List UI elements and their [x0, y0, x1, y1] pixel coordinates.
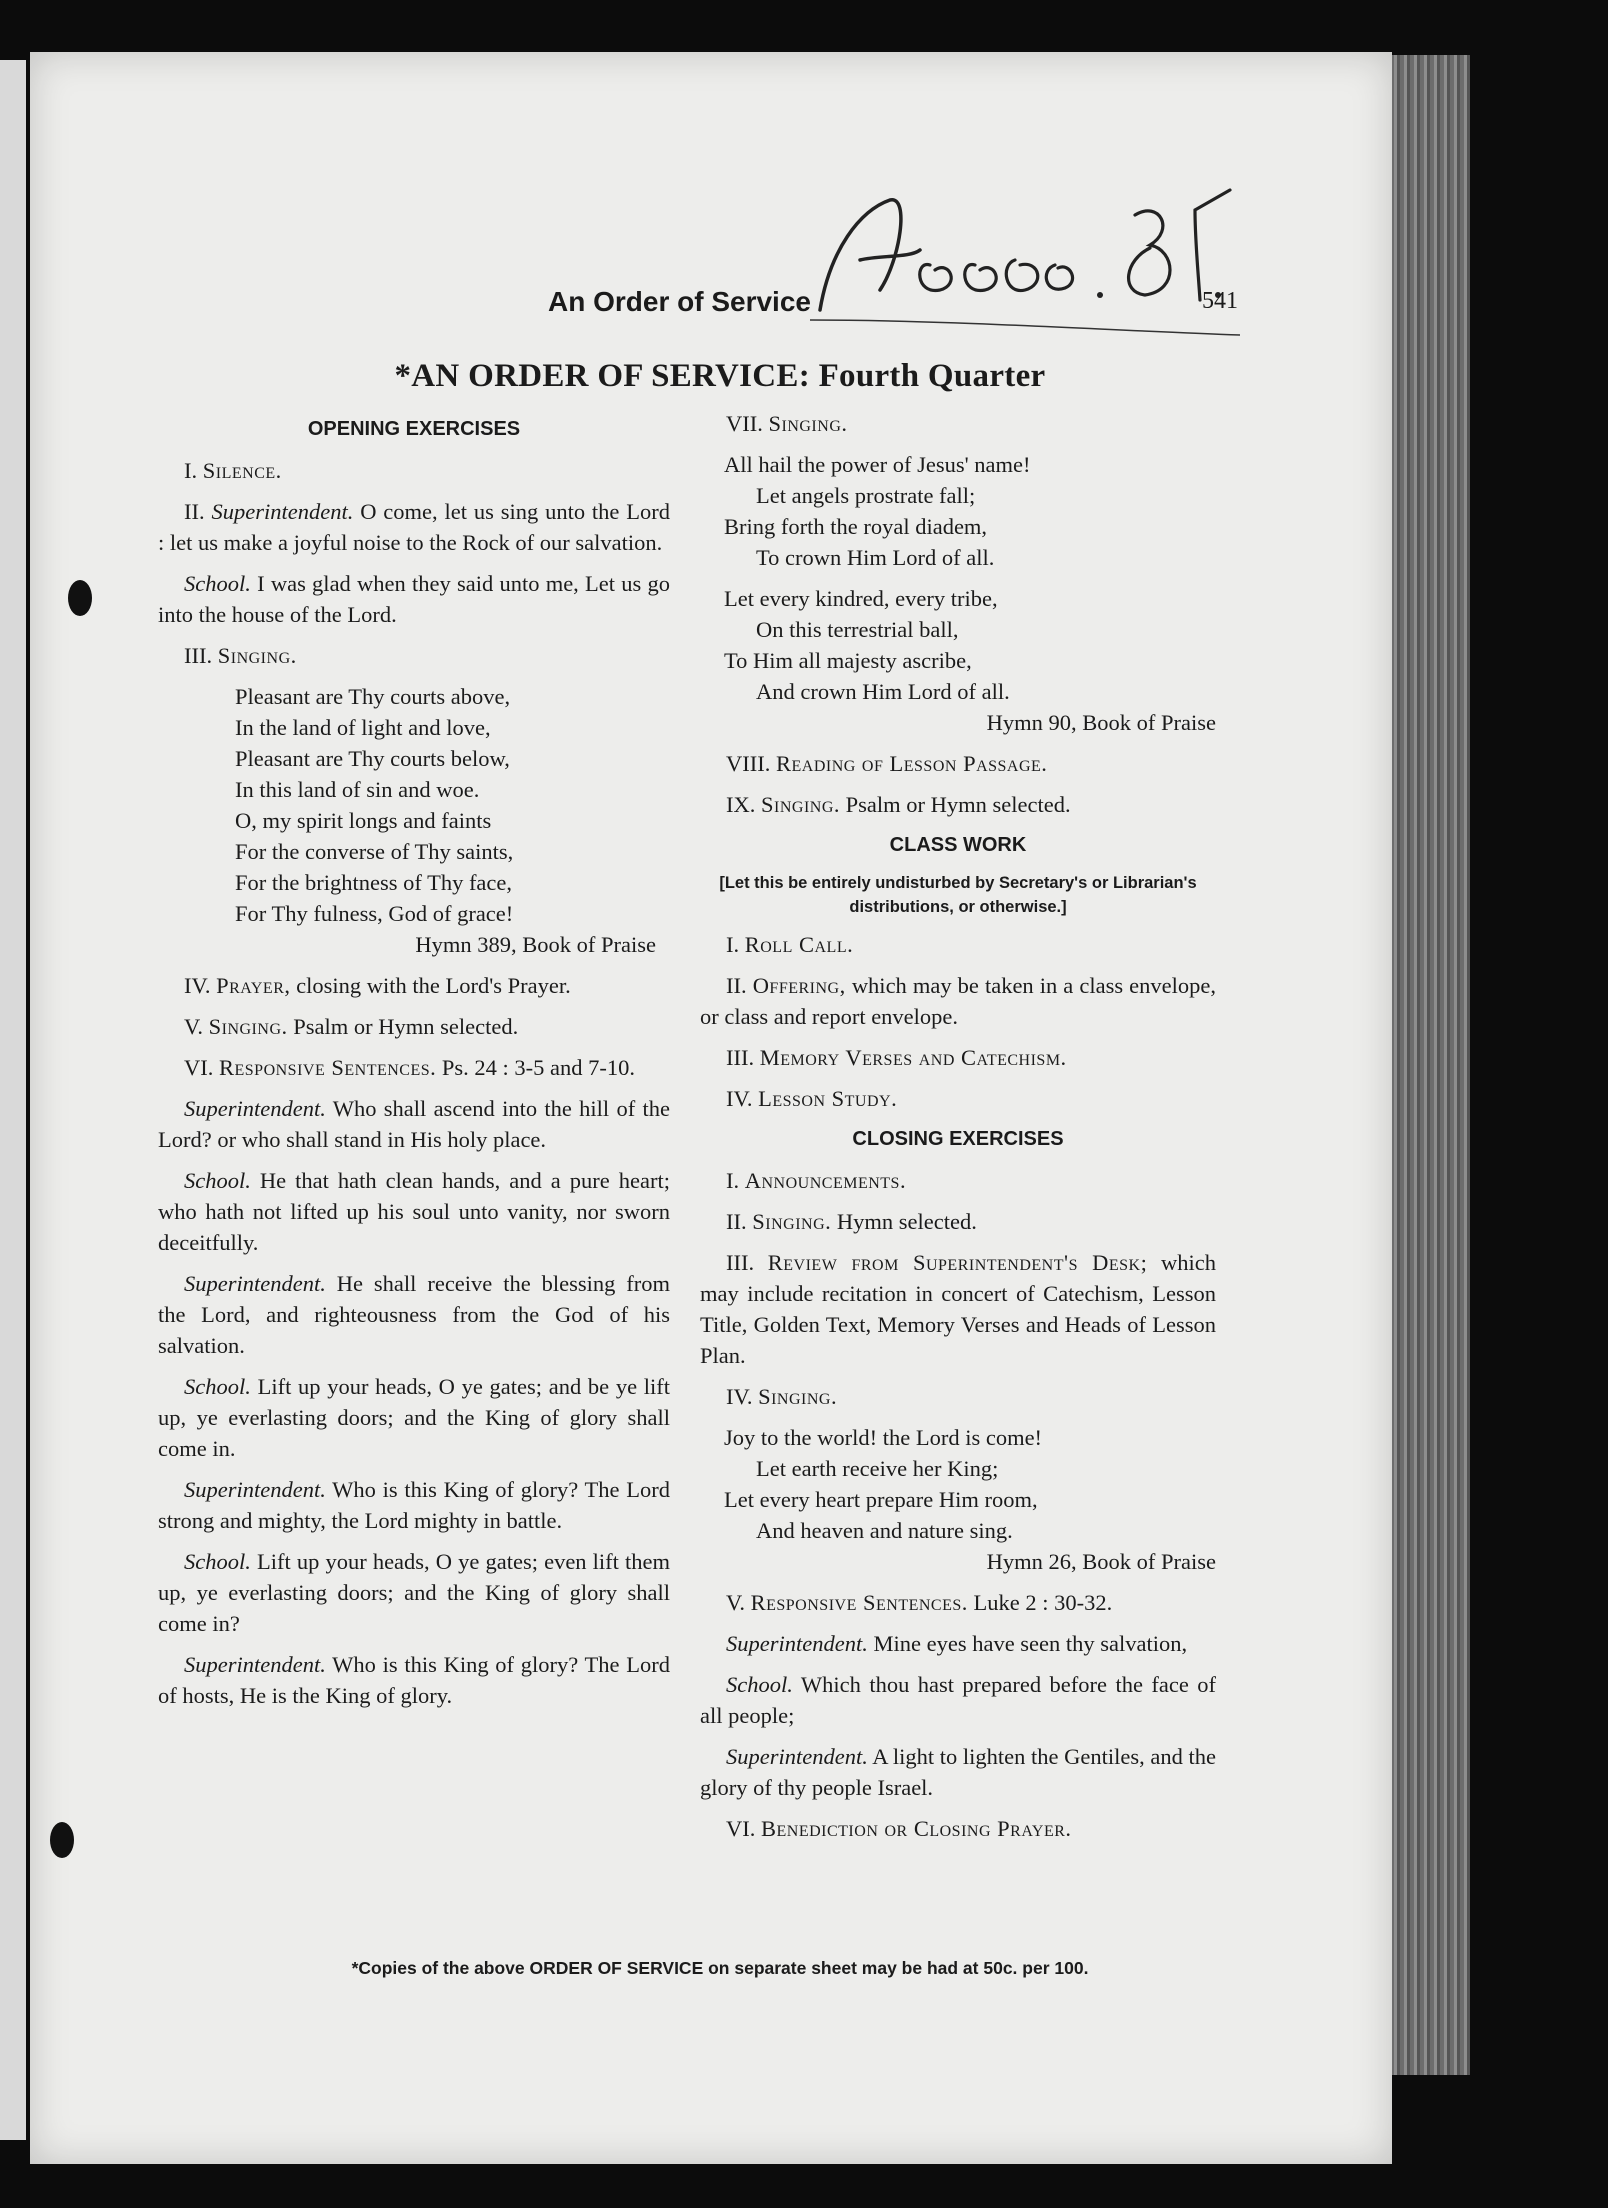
item-school-response: School. I was glad when they said unto me, Let us go into the house of the Lord. [158, 571, 670, 627]
item-announcements: I. Announcements. [726, 1168, 907, 1193]
right-column [700, 408, 1216, 1854]
page-number: 541 [1202, 288, 1238, 314]
item-prayer: IV. Prayer, closing with the Lord's Prayer. [184, 973, 571, 998]
opening-heading: OPENING EXERCISES [307, 418, 521, 440]
response-line: Superintendent. A light to lighten the Gentiles, and the glory of thy people Israel. [700, 1744, 1216, 1800]
response-line: Superintendent. Who is this King of glory? The Lord strong and mighty, the Lord mighty in battle. [158, 1477, 670, 1533]
binding-hole-top [68, 580, 92, 616]
binding-hole-bottom [50, 1822, 74, 1858]
item-silence: I. Silence. [184, 458, 282, 483]
item-singing-hymn: II. Singing. Hymn selected. [726, 1209, 977, 1234]
response-line: Superintendent. Who is this King of glory? The Lord of hosts, He is the King of glory. [158, 1652, 670, 1708]
footnote: *Copies of the above ORDER OF SERVICE on separate sheet may be had at 50c. per 100. [351, 1958, 1089, 1978]
page-title: *AN ORDER OF SERVICE: Fourth Quarter [394, 358, 1046, 394]
response-line: School. He that hath clean hands, and a pure heart; who hath not lifted up his soul unto vanity, nor sworn deceitfully. [158, 1168, 671, 1255]
item-benediction: VI. Benediction or Closing Prayer. [726, 1816, 1072, 1841]
response-line: School. Which thou hast prepared before the face of all people; [700, 1672, 1216, 1728]
item-singing-iv: IV. Singing. [726, 1384, 838, 1409]
hymn-26-ref: Hymn 26, Book of Praise [986, 1549, 1216, 1574]
item-lesson-study: IV. Lesson Study. [726, 1086, 898, 1111]
item-memory-verses: III. Memory Verses and Catechism. [726, 1045, 1067, 1070]
item-reading: VIII. Reading of Lesson Passage. [726, 751, 1048, 776]
hymn-26-verse: Joy to the world! the Lord is come! Let earth receive her King; Let every heart prepare Him room, And heaven and nature sing. Hymn 26, Book of Praise [700, 1422, 1216, 1577]
item-offering: II. Offering, which may be taken in a class envelope, or class and report envelope. [700, 973, 1216, 1029]
item-roll-call: I. Roll Call. [726, 932, 854, 957]
hymn-90-ref: Hymn 90, Book of Praise [986, 710, 1216, 735]
response-line: Superintendent. Mine eyes have seen thy salvation, [726, 1631, 1188, 1656]
item-superintendent-call: II. Superintendent. O come, let us sing unto the Lord : let us make a joyful noise to the Rock of our salvation. [158, 499, 671, 555]
adjacent-page-edge [0, 60, 26, 2140]
closing-heading: CLOSING EXERCISES [852, 1128, 1064, 1150]
left-column [158, 408, 670, 1721]
class-work-note: [Let this be entirely undisturbed by Secretary's or Librarian's distributions, or otherwise.] [719, 874, 1197, 916]
item-singing-psalm: V. Singing. Psalm or Hymn selected. [184, 1014, 519, 1039]
response-line: Superintendent. Who shall ascend into the hill of the Lord? or who shall stand in His holy place. [158, 1096, 670, 1152]
response-line: Superintendent. He shall receive the blessing from the Lord, and righteousness from the God of his salvation. [158, 1271, 670, 1358]
item-singing-vii: VII. Singing. [726, 411, 848, 436]
item-responsive-luke: V. Responsive Sentences. Luke 2 : 30-32. [726, 1590, 1113, 1615]
item-review: III. Review from Superintendent's Desk; which may include recitation in concert of Catechism, Lesson Title, Golden Text, Memory Verses and Heads of Lesson Plan. [700, 1250, 1217, 1368]
running-head-title: An Order of Service [548, 286, 811, 317]
hymn-90-verse-2: Let every kindred, every tribe, On this terrestrial ball, To Him all majesty ascribe, And crown Him Lord of all. Hymn 90, Book of Praise [700, 583, 1216, 738]
hymn-90-verse: All hail the power of Jesus' name! Let angels prostrate fall; Bring forth the royal diadem, To crown Him Lord of all. [724, 452, 1031, 570]
running-head [548, 286, 1238, 318]
item-responsive-sentences: VI. Responsive Sentences. Ps. 24 : 3-5 and 7-10. [184, 1055, 636, 1080]
book-page-stack [1380, 55, 1470, 2075]
item-singing-ix: IX. Singing. Psalm or Hymn selected. [726, 792, 1071, 817]
hymn-389-ref: Hymn 389, Book of Praise [415, 932, 656, 957]
response-line: School. Lift up your heads, O ye gates; and be ye lift up, ye everlasting doors; and the King of glory shall come in. [158, 1374, 671, 1461]
class-work-heading: CLASS WORK [889, 834, 1027, 856]
item-singing: III. Singing. [184, 643, 297, 668]
hymn-389-verse: Pleasant are Thy courts above, In the land of light and love, Pleasant are Thy courts below, In this land of sin and woe. O, my spirit longs and faints For the converse of Thy saints, For the brightness of Thy face, For Thy fulness, God of grace! Hymn 389, Book of Praise [158, 681, 670, 960]
response-line: School. Lift up your heads, O ye gates; even lift them up, ye everlasting doors; and the King of glory shall come in? [158, 1549, 671, 1636]
